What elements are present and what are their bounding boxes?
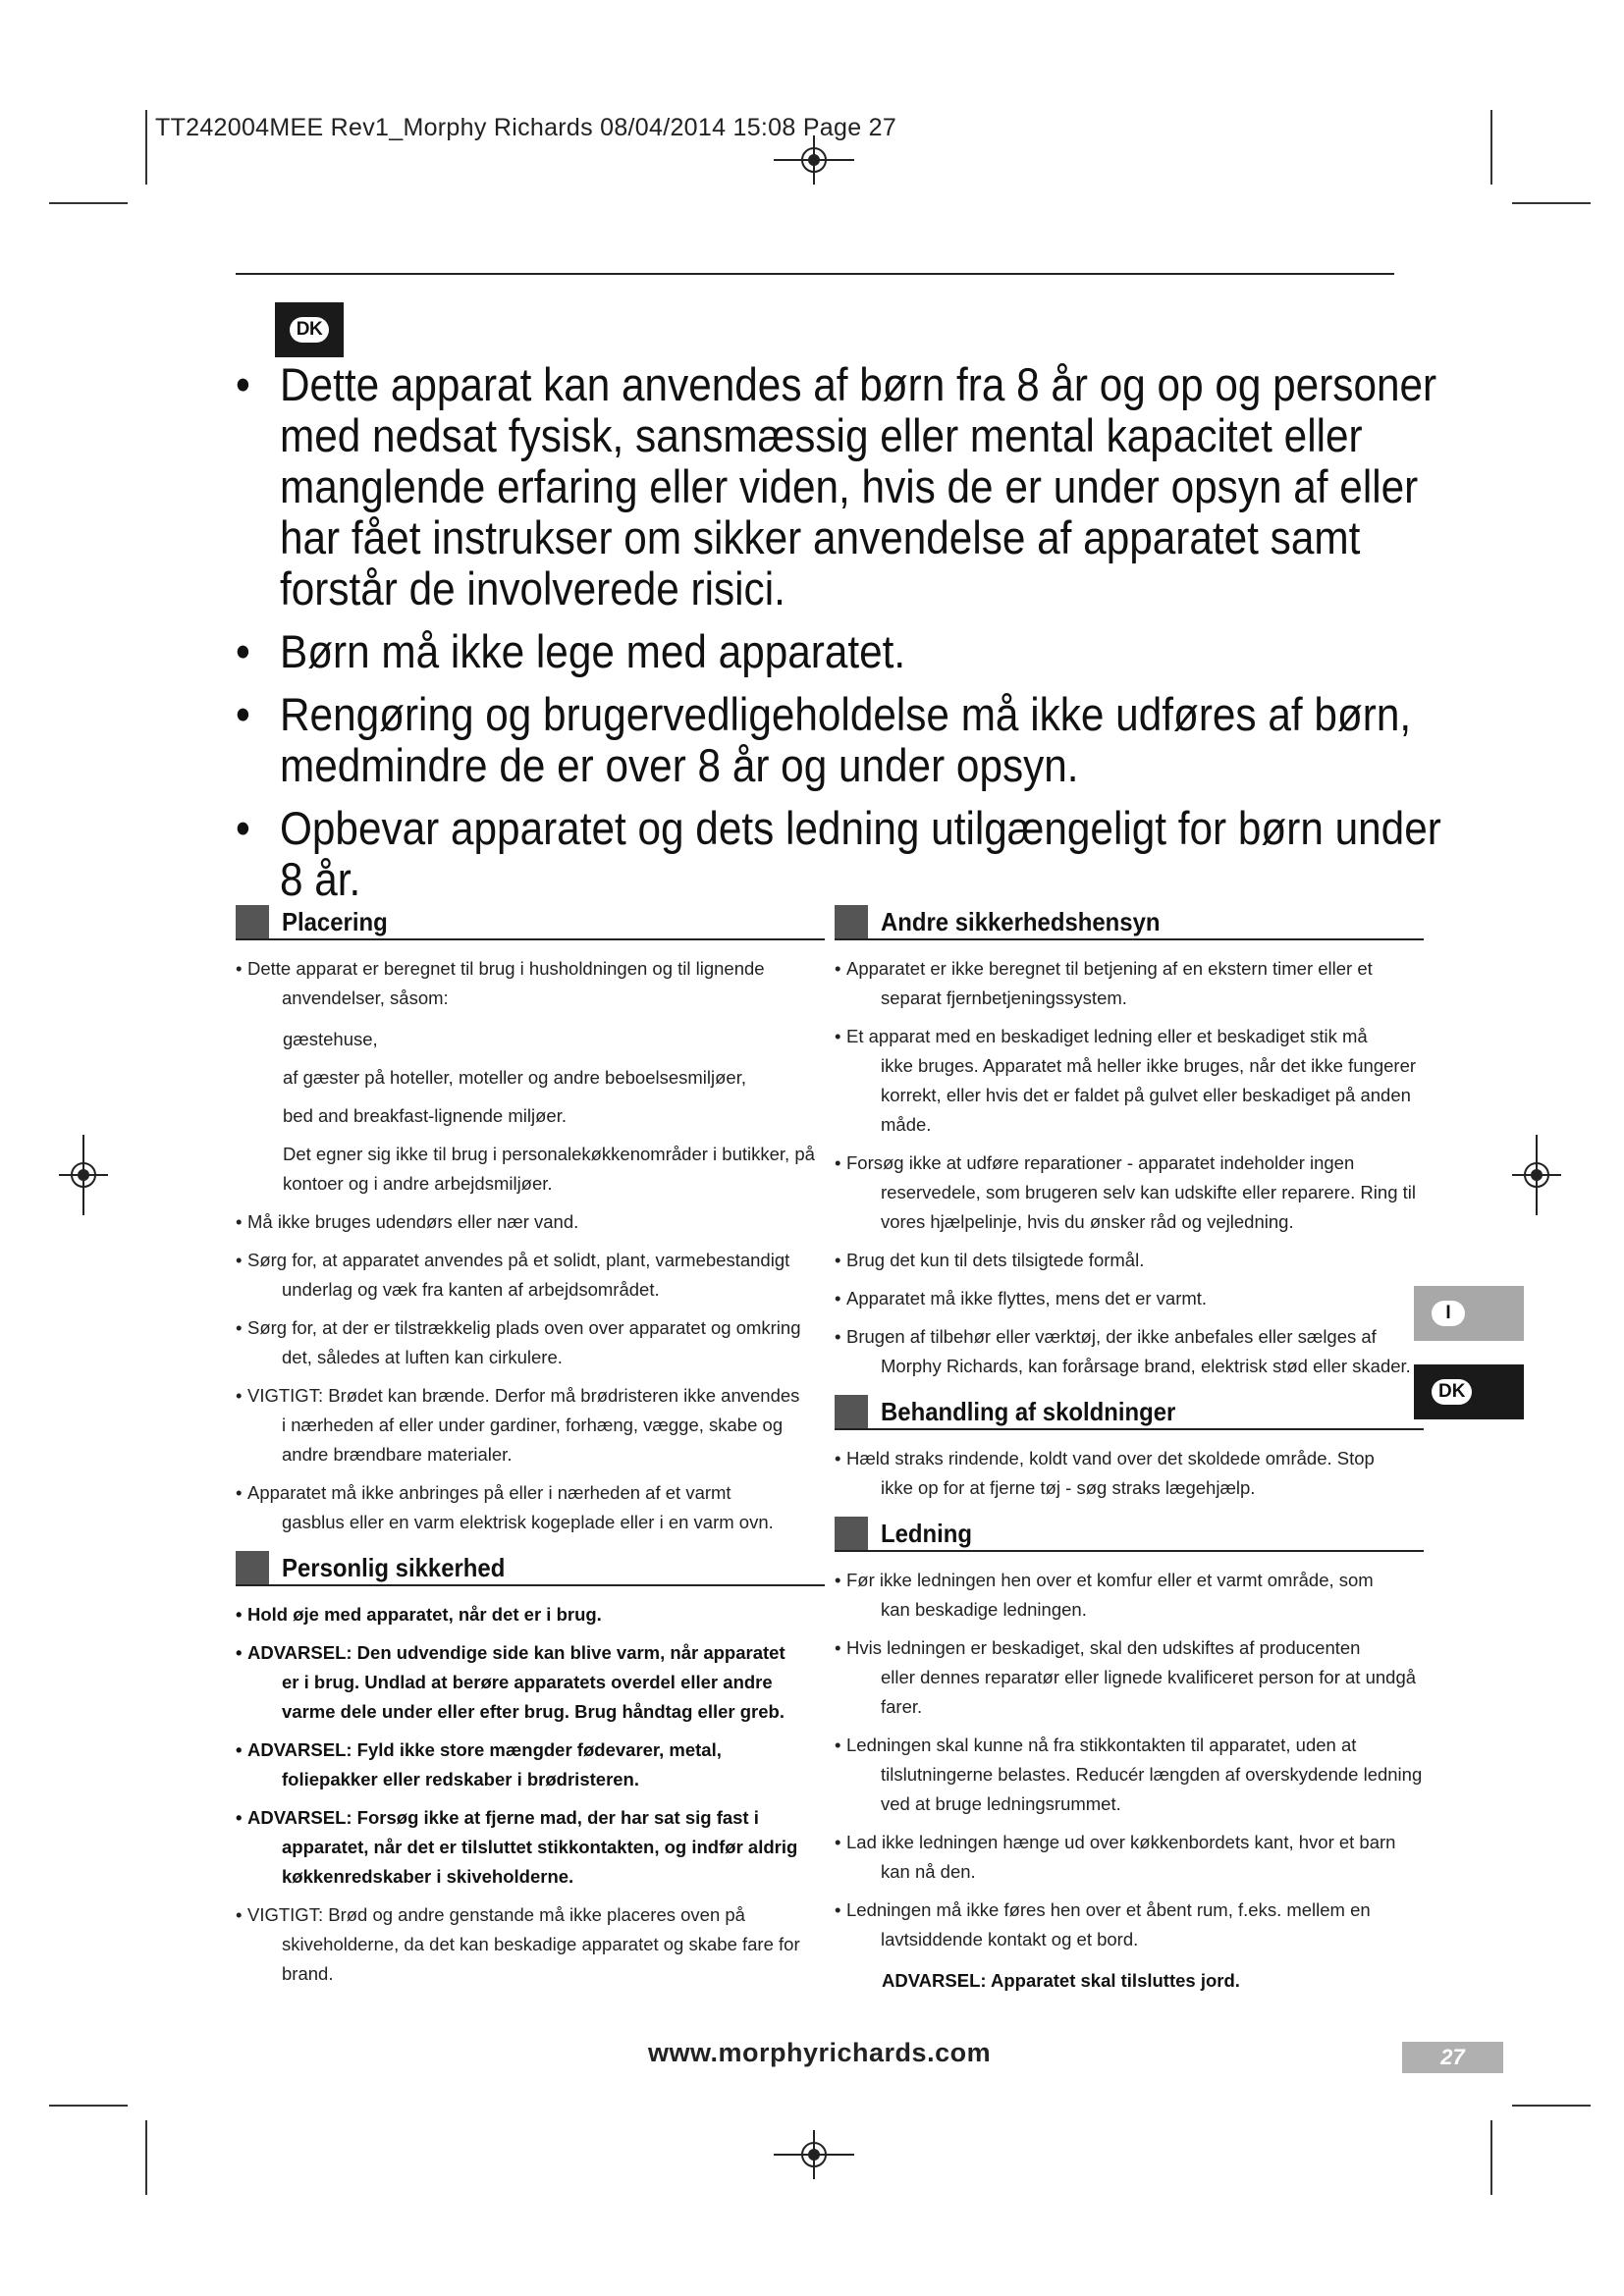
list-item: • Apparatet er ikke beregnet til betjening af en ekstern timer eller et separat fjernbetjeningssystem. bbox=[835, 954, 1424, 1013]
list-item: • Apparatet må ikke anbringes på eller i nærheden af et varmt gasblus eller en varm elektrisk kogeplade eller i en varm ovn. bbox=[236, 1478, 825, 1537]
list-item: • Må ikke bruges udendørs eller nær vand. bbox=[236, 1207, 825, 1237]
section-title: Placering bbox=[282, 907, 388, 936]
ledning-list bbox=[835, 1566, 1424, 1954]
crop-mark bbox=[1512, 202, 1591, 204]
grounding-warning: ADVARSEL: Apparatet skal tilsluttes jord. bbox=[882, 1970, 1240, 1991]
language-badge-label: DK bbox=[290, 317, 329, 343]
andre-list bbox=[835, 954, 1424, 1381]
crop-mark bbox=[145, 110, 147, 185]
registration-mark-icon bbox=[772, 2130, 856, 2179]
list-item: • ADVARSEL: Den udvendige side kan blive varm, når apparatet er i brug. Undlad at berøre apparatets overdel eller andre varme dele under eller efter brug. Brug håndtag eller greb. bbox=[236, 1638, 825, 1727]
list-item: • Apparatet må ikke flyttes, mens det er varmt. bbox=[835, 1284, 1424, 1313]
list-item: • Brugen af tilbehør eller værktøj, der ikke anbefales eller sælges af Morphy Richards, kan forårsage brand, elektrisk stød eller skader. bbox=[835, 1322, 1424, 1381]
list-item: • Dette apparat er beregnet til brug i husholdningen og til lignende anvendelser, såsom: bbox=[236, 954, 825, 1013]
heading-square-icon bbox=[236, 1551, 269, 1584]
intro-warning: • Børn må ikke lege med apparatet. bbox=[236, 626, 1455, 677]
list-item: • Brug det kun til dets tilsigtede formål. bbox=[835, 1246, 1424, 1275]
crop-mark bbox=[1512, 2105, 1591, 2107]
crop-mark bbox=[49, 202, 128, 204]
list-subitem: bed and breakfast-lignende miljøer. bbox=[283, 1105, 567, 1126]
list-item: • Før ikke ledningen hen over et komfur eller et varmt område, som kan beskadige ledningen. bbox=[835, 1566, 1424, 1625]
intro-warning: • Dette apparat kan anvendes af børn fra 8 år og op og personer med nedsat fysisk, sansmæssig eller mental kapacitet eller manglende erfaring eller viden, hvis de er under opsyn af eller har fået instrukser om sikker anvendelse af apparatet samt forstår de involverede risici. bbox=[236, 359, 1455, 614]
list-item: • Sørg for, at der er tilstrækkelig plads oven over apparatet og omkring det, således at luften kan cirkulere. bbox=[236, 1313, 825, 1372]
registration-mark-icon bbox=[59, 1133, 108, 1217]
heading-square-icon bbox=[835, 1395, 868, 1428]
header-rule bbox=[236, 273, 1394, 275]
list-item: • Et apparat med en beskadiget ledning eller et beskadiget stik må ikke bruges. Apparatet må heller ikke bruges, når det ikke fungerer korrekt, eller hvis det er faldet på gulvet eller beskadiget på anden måde. bbox=[835, 1022, 1424, 1140]
intro-warning: • Opbevar apparatet og dets ledning utilgængeligt for børn under 8 år. bbox=[236, 803, 1455, 905]
crop-mark bbox=[49, 2105, 128, 2107]
list-item: • Hold øje med apparatet, når det er i brug. bbox=[236, 1600, 825, 1629]
tab-danish[interactable] bbox=[1414, 1364, 1524, 1419]
list-item: • ADVARSEL: Fyld ikke store mængder fødevarer, metal, foliepakker eller redskaber i brødristeren. bbox=[236, 1735, 825, 1794]
heading-square-icon bbox=[236, 905, 269, 938]
section-title: Andre sikkerhedshensyn bbox=[881, 907, 1161, 936]
list-item: • VIGTIGT: Brødet kan brænde. Derfor må brødristeren ikke anvendes i nærheden af eller under gardiner, forhæng, vægge, skabe og andre brændbare materialer. bbox=[236, 1381, 825, 1469]
crop-mark bbox=[1490, 2120, 1492, 2195]
section-heading-behandling bbox=[835, 1393, 1424, 1430]
list-subitem: Det egner sig ikke til brug i personalekøkkenområder i butikker, på kontoer og i andre arbejdsmiljøer. bbox=[283, 1144, 815, 1194]
tab-label: DK bbox=[1432, 1379, 1472, 1405]
list-item: • Ledningen må ikke føres hen over et åbent rum, f.eks. mellem en lavtsiddende kontakt og et bord. bbox=[835, 1896, 1424, 1954]
right-column bbox=[835, 903, 1424, 1996]
section-title: Behandling af skoldninger bbox=[881, 1397, 1176, 1426]
registration-mark-icon bbox=[1512, 1133, 1561, 1217]
section-title: Ledning bbox=[881, 1519, 973, 1548]
personlig-list bbox=[236, 1600, 825, 1989]
crop-mark bbox=[145, 2120, 147, 2195]
page-number: 27 bbox=[1402, 2042, 1503, 2073]
tab-label: I bbox=[1432, 1301, 1465, 1326]
list-item: • Lad ikke ledningen hænge ud over køkkenbordets kant, hvor et barn kan nå den. bbox=[835, 1828, 1424, 1887]
footer-url[interactable]: www.morphyrichards.com bbox=[648, 2038, 992, 2067]
crop-mark bbox=[1490, 110, 1492, 185]
heading-square-icon bbox=[835, 905, 868, 938]
language-badge bbox=[275, 302, 344, 357]
tab-italian[interactable] bbox=[1414, 1286, 1524, 1341]
section-heading-andre bbox=[835, 903, 1424, 940]
list-item: • Forsøg ikke at udføre reparationer - apparatet indeholder ingen reservedele, som brugeren selv kan udskifte eller reparere. Ring til vores hjælpelinje, hvis du ønsker råd og vejledning. bbox=[835, 1148, 1424, 1237]
placering-list bbox=[236, 954, 825, 1013]
list-item: • Hvis ledningen er beskadiget, skal den udskiftes af producenten eller dennes reparatør eller lignede kvalificeret person for at undgå farer. bbox=[835, 1633, 1424, 1722]
list-item: • Hæld straks rindende, koldt vand over det skoldede område. Stop ikke op for at fjerne tøj - søg straks lægehjælp. bbox=[835, 1444, 1424, 1503]
section-heading-personlig bbox=[236, 1549, 825, 1586]
list-item: • ADVARSEL: Forsøg ikke at fjerne mad, der har sat sig fast i apparatet, når det er tilsluttet stikkontakten, og indfør aldrig køkkenredskaber i skiveholderne. bbox=[236, 1803, 825, 1892]
intro-warnings bbox=[236, 359, 1463, 917]
list-item: • Sørg for, at apparatet anvendes på et solidt, plant, varmebestandigt underlag og væk fra kanten af arbejdsområdet. bbox=[236, 1246, 825, 1305]
section-heading-ledning bbox=[835, 1515, 1424, 1552]
placering-list-cont bbox=[236, 1207, 825, 1537]
section-heading-placering bbox=[236, 903, 825, 940]
behandling-list bbox=[835, 1444, 1424, 1503]
print-slug: TT242004MEE Rev1_Morphy Richards 08/04/2014 15:08 Page 27 bbox=[155, 114, 897, 141]
left-column bbox=[236, 903, 825, 2001]
section-title: Personlig sikkerhed bbox=[282, 1553, 506, 1582]
list-subitem: af gæster på hoteller, moteller og andre beboelsesmiljøer, bbox=[283, 1067, 747, 1088]
list-item: • Ledningen skal kunne nå fra stikkontakten til apparatet, uden at tilslutningerne belastes. Reducér længden af overskydende ledning ved at bruge ledningsrummet. bbox=[835, 1731, 1424, 1819]
intro-warning: • Rengøring og brugervedligeholdelse må ikke udføres af børn, medmindre de er over 8 år og under opsyn. bbox=[236, 689, 1455, 791]
registration-mark-icon bbox=[772, 135, 856, 185]
list-subitem: gæstehuse, bbox=[283, 1029, 378, 1049]
list-item: • VIGTIGT: Brød og andre genstande må ikke placeres oven på skiveholderne, da det kan beskadige apparatet og skabe fare for brand. bbox=[236, 1900, 825, 1989]
heading-square-icon bbox=[835, 1517, 868, 1550]
